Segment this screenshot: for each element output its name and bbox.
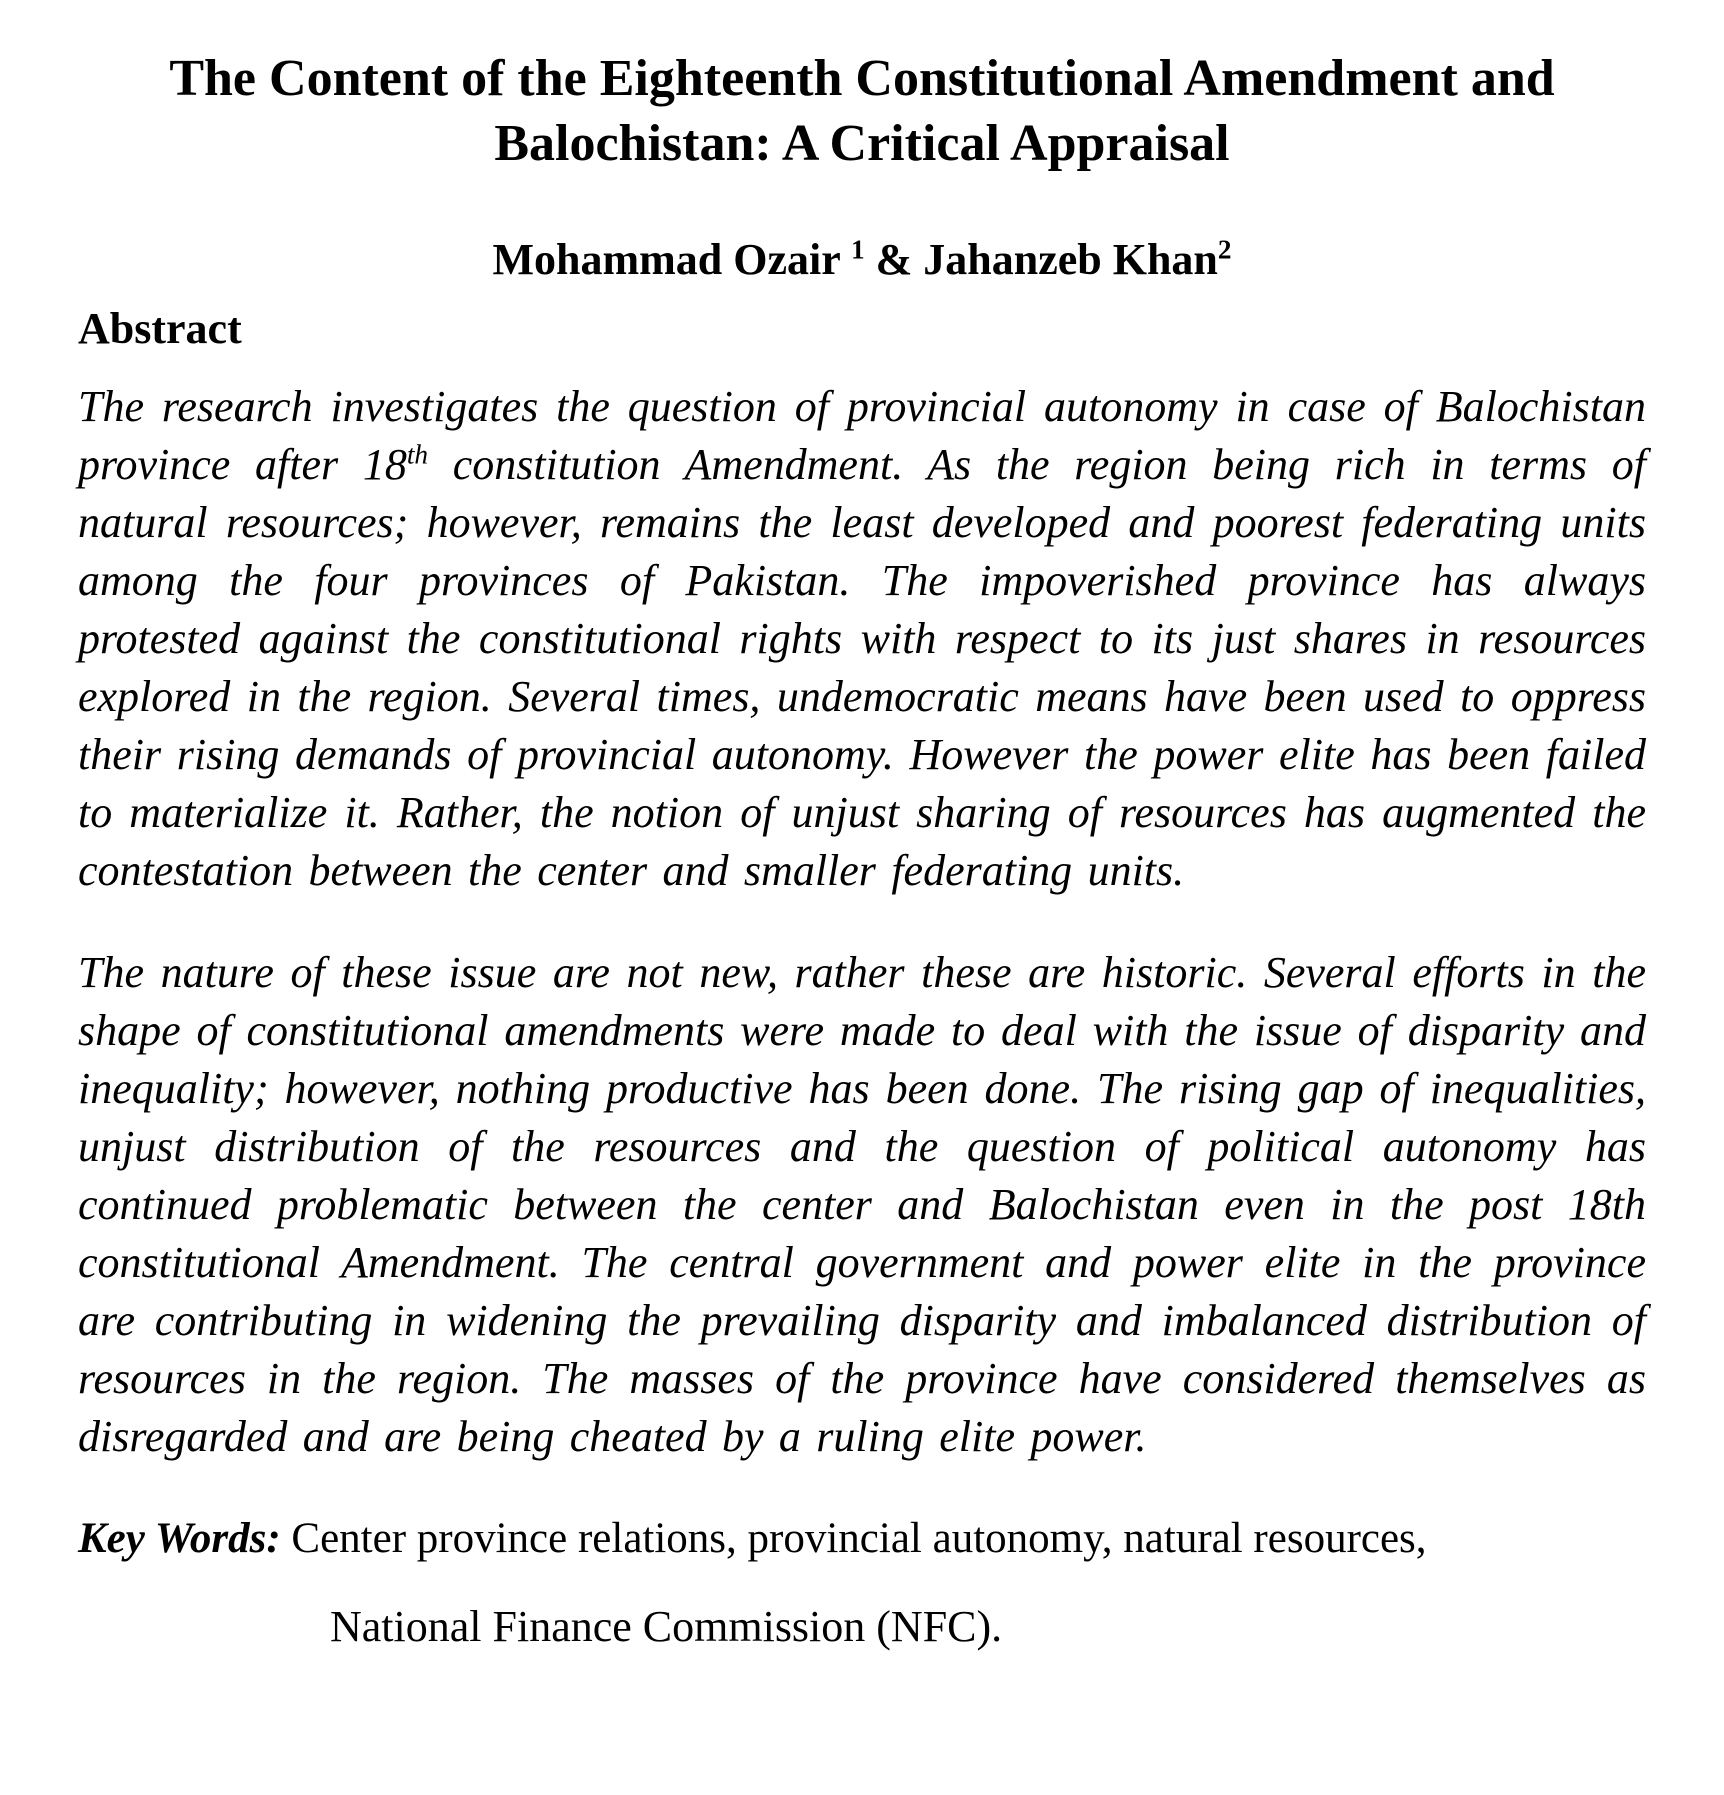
ordinal-th-superscript: th xyxy=(406,438,429,469)
paper-title: The Content of the Eighteenth Constitutional Amendment and Balochistan: A Critical Appraisal xyxy=(169,50,1555,172)
keywords-continuation-line: National Finance Commission (NFC). xyxy=(330,1601,1003,1651)
author-1-footnote-superscript: 1 xyxy=(850,234,865,265)
author-2-name: & Jahanzeb Khan xyxy=(864,235,1218,284)
keywords-text: Center province relations, provincial autonomy, natural resources, xyxy=(280,1514,1427,1562)
keywords-line xyxy=(78,1510,1646,1568)
authors-line xyxy=(78,234,1646,287)
author-1-name: Mohammad Ozair xyxy=(492,235,851,284)
abstract-paragraph-2: The nature of these issue are not new, rather these are historic. Several efforts in the shape of constitutional amendments were made to deal with the issue of disparity and inequality; however, nothing productive has been done. The rising gap of inequalities, unjust distribution of the resources and the question of political autonomy has continued problematic between the center and Balochistan even in the post 18th constitutional Amendment. The central government and power elite in the province are contributing in widening the prevailing disparity and imbalanced distribution of resources in the region. The masses of the province have considered themselves as disregarded and are being cheated by a ruling elite power. xyxy=(78,947,1646,1461)
keywords-label: Key Words: xyxy=(78,1514,281,1562)
author-2-footnote-superscript: 2 xyxy=(1217,234,1232,265)
abstract-paragraph-1-text-after-superscript: constitution Amendment. As the region being rich in terms of natural resources; however, remains the least developed and poorest federating units among the four provinces of Pakistan. The impoverished province has always protested against the constitutional rights with respect to its just shares in resources explored in the region. Several times, undemocratic means have been used to oppress their rising demands of provincial autonomy. However the power elite has been failed to materialize it. Rather, the notion of unjust sharing of resources has augmented the contestation between the center and smaller federating units. xyxy=(78,439,1646,895)
abstract-heading: Abstract xyxy=(78,303,242,353)
abstract-paragraph-1-text-before-superscript: The research investigates the question of provincial autonomy in case of Balochistan province after 18 xyxy=(78,381,1646,489)
abstract-paragraph-1 xyxy=(78,378,1646,900)
